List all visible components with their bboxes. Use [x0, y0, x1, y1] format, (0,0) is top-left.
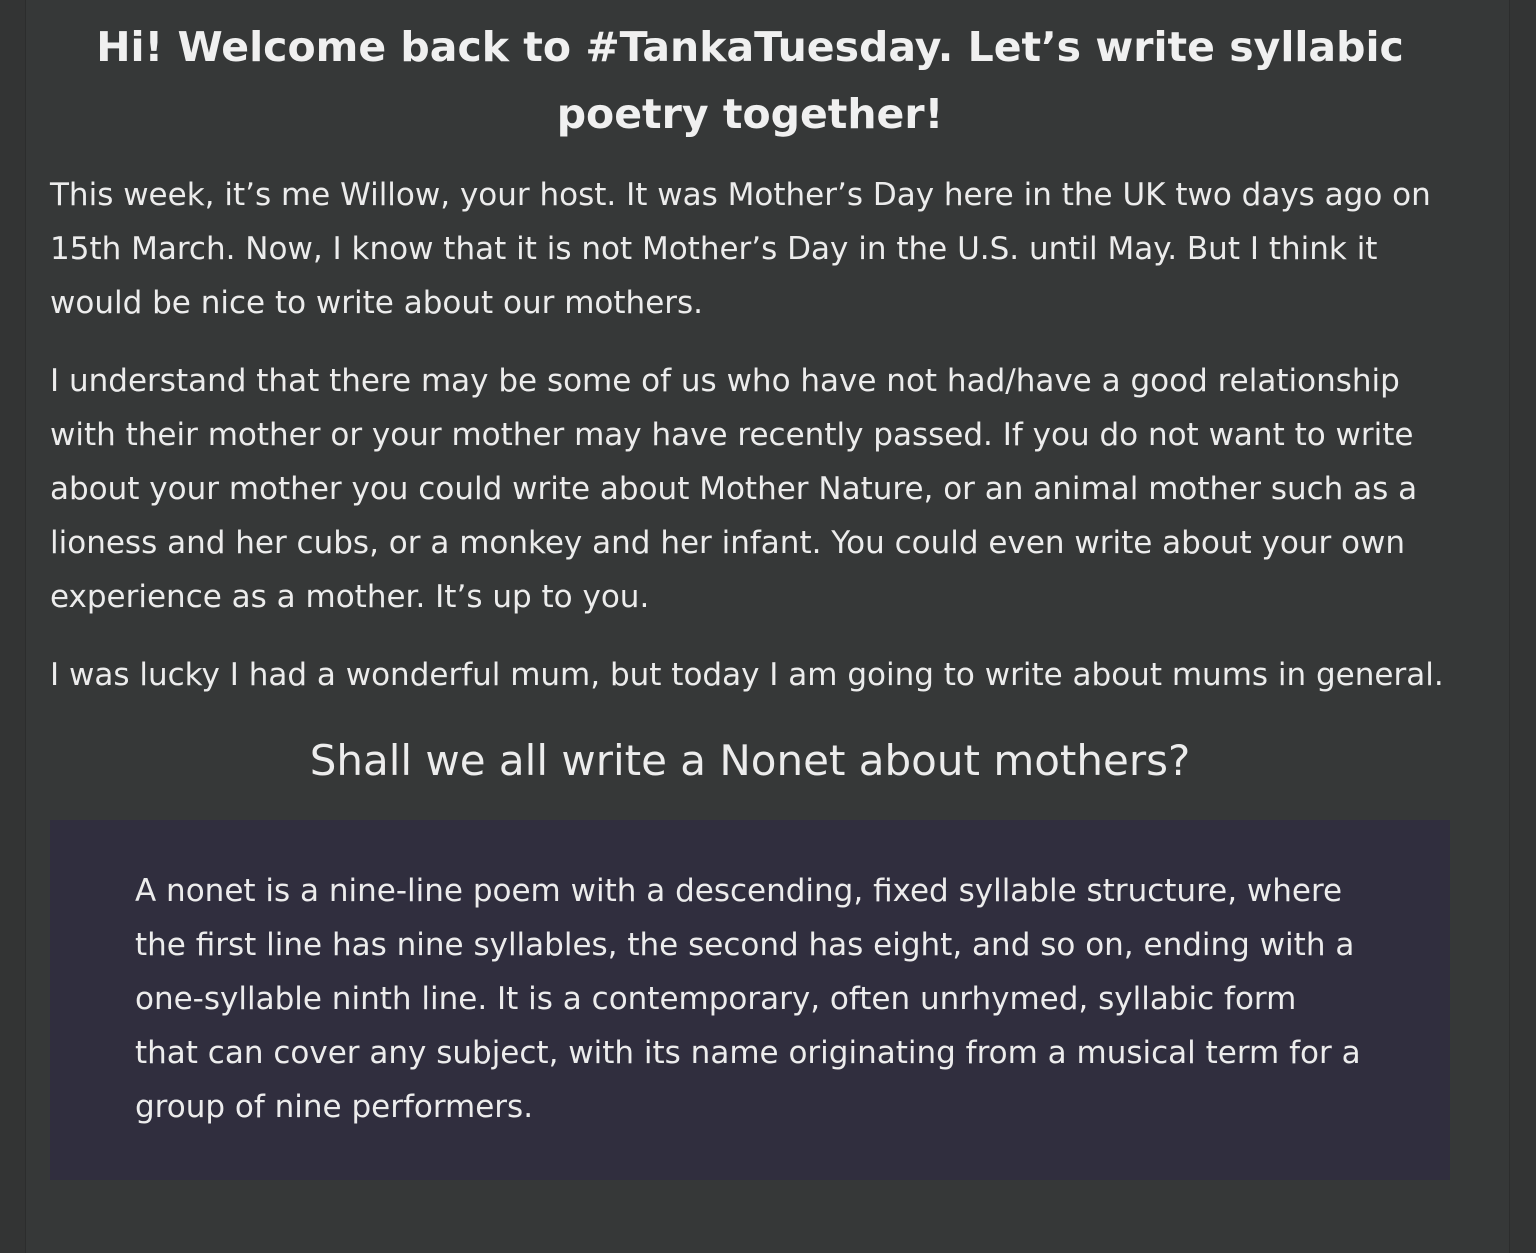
- intro-paragraph: This week, it’s me Willow, your host. It was Mother’s Day here in the UK two days ago on 15th March. Now, I know that it is not Mother’s Day in the U.S. until May. But I think it would be nice to write about our mothers.: [50, 177, 1431, 321]
- prompt-subheading: Shall we all write a Nonet about mothers?: [309, 736, 1191, 785]
- right-gutter: [1509, 0, 1536, 1253]
- post-heading: Hi! Welcome back to #TankaTuesday. Let’s write syllabic poetry together!: [96, 23, 1404, 138]
- personal-paragraph: I was lucky I had a wonderful mum, but today I am going to write about mums in general.: [50, 657, 1444, 693]
- nonet-definition-callout: [50, 820, 1450, 1180]
- left-gutter: [0, 0, 26, 1253]
- article-body: [50, 14, 1450, 1180]
- relationship-paragraph: I understand that there may be some of us who have not had/have a good relationship with their mother or your mother may have recently passed. If you do not want to write about your mother you could write about Mother Nature, or an animal mother such as a lioness and her cubs, or a monkey and her infant. You could even write about your own experience as a mother. It’s up to you.: [50, 363, 1418, 615]
- nonet-definition-text: A nonet is a nine-line poem with a descending, fixed syllable structure, where the first line has nine syllables, the second has eight, and so on, ending with a one-syllable ninth line. It is a contemporary, often unrhymed, syllabic form that can cover any subject, with its name originating from a musical term for a group of nine performers.: [135, 873, 1361, 1125]
